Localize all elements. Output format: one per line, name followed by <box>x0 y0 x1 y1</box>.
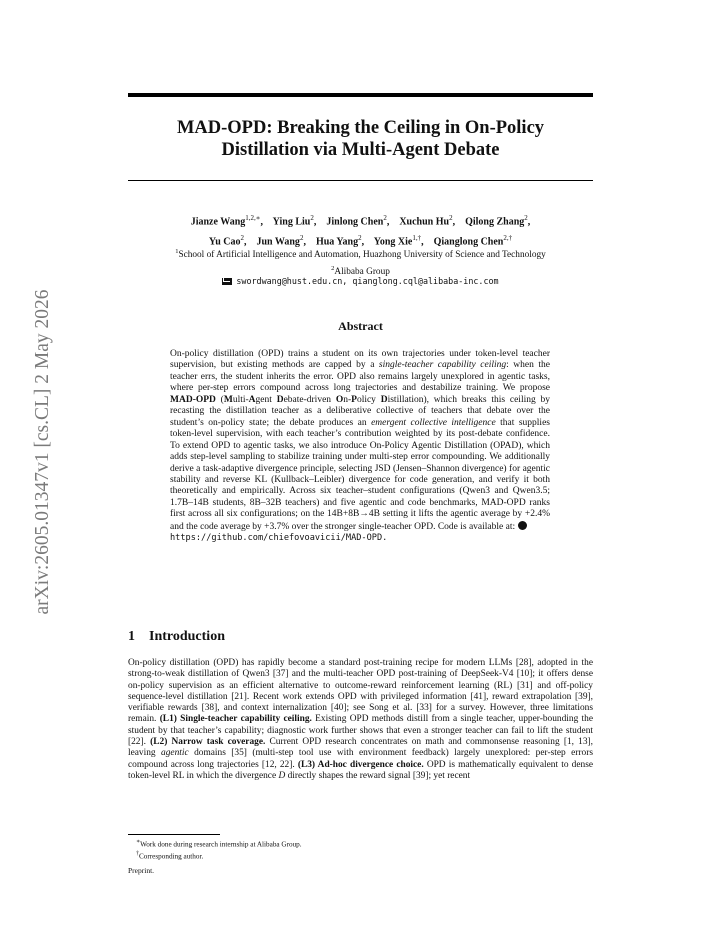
abstract-text: olicy <box>356 394 381 405</box>
body-text: domains [35] (multi-step tool use with environment feedback) largely unexplored: per-step errors compound across long trajectories [12, 22]. <box>128 748 593 770</box>
affiliation-text: School of Artificial Intelligence and Automation, Huazhong University of Science and Technology <box>178 250 546 261</box>
author: Yu Cao <box>208 236 241 248</box>
author-affiliation-mark: 1,† <box>412 234 422 243</box>
footnote-text: Corresponding author. <box>139 852 204 861</box>
footnote-1 <box>128 837 593 849</box>
author: Qianglong Chen <box>433 236 504 248</box>
acronym-letter: A <box>248 394 256 405</box>
acronym-letter: D <box>380 394 388 405</box>
author-affiliation-mark: 1,2,∗ <box>245 214 261 222</box>
author: Xuchun Hu <box>399 216 450 228</box>
author: Qilong Zhang <box>465 216 525 228</box>
footnote-mark: † <box>136 851 139 858</box>
abstract-heading: Abstract <box>338 319 383 333</box>
author-affiliation-mark: 2 <box>524 214 528 222</box>
acronym-letter: O <box>335 394 344 405</box>
author-affiliation-mark: 2 <box>299 234 304 243</box>
envelope-icon <box>222 278 232 285</box>
section-number: 1 <box>128 629 135 644</box>
author-affiliation-mark: 2 <box>358 234 362 243</box>
body-text: Current OPD research concentrates on math and commonsense reasoning [1, 13], leaving <box>128 737 593 759</box>
abstract-text: ulti- <box>232 394 249 405</box>
body-emphasis: agentic <box>161 748 189 759</box>
acronym-letter: P <box>351 394 357 405</box>
section-heading <box>128 629 593 645</box>
title-top-rule <box>128 93 593 97</box>
affiliation-mark: 1 <box>175 248 179 255</box>
footnote-mark: ∗ <box>136 839 141 845</box>
title-line-1: MAD-OPD: Breaking the Ceiling in On-Policy <box>176 118 545 138</box>
abstract-text: ( <box>215 394 224 405</box>
limitation-label: (L1) Single-teacher capability ceiling. <box>159 714 312 725</box>
author-affiliation-mark: 2 <box>449 214 453 222</box>
affiliation-1 <box>100 245 621 262</box>
arxiv-id[interactable]: arXiv:2605.01347v1 [cs.CL] 2 May 2026 <box>32 289 53 615</box>
acronym-letter: M <box>223 394 233 405</box>
title-bottom-rule <box>128 180 593 181</box>
author: Jinlong Chen <box>326 216 384 228</box>
paper-title <box>128 117 593 161</box>
abstract-text: that supplies token-level supervision, with each teacher’s contribution weighted by its post-debate confidence. To extend OPD to agentic tasks, we also introduce On-Policy Agentic Distillation (OPAD), which adds step-level sampling to stabilize training under multi-step error compounding. We additionally derive a task-adaptive divergence principle, selecting JSD (Jensen–Shannon divergence) for agentic stability and reverse KL (Kullback–Leibler) divergence for code generation, and verify it both theoretically and empirically. Across six teacher–student configurations (Qwen3 and Qwen3.5; 1.7B–14B students, 8B–32B teachers) and five agentic and code benchmarks, MAD-OPD ranks first across all six configurations; on the 14B+8B→4B setting it lifts the agentic average by +2.4% and the code average by +3.7% over the stronger single-teacher OPD. Code is available at: <box>170 417 550 532</box>
affiliation-mark: 2 <box>331 265 335 273</box>
abstract-body <box>170 349 550 545</box>
body-text: On-policy distillation (OPD) has rapidly become a standard post-training recipe for modern LLMs [28], adopted in the strong-to-weak distillation of Qwen3 [37] and the multi-teacher OPD post-training of DeepSeek-V4 [10]; it offers dense on-policy supervision as an efficient alternative to outcome-reward reinforcement learning (RL) [31] and off-policy sequence-level distillation [21]. Recent work extends OPD with privileged information [41], reward extrapolation [39], verifiable rewards [38], and context internalization [40]; see Song et al. [33] for a survey. However, three limitations remain. <box>128 658 593 725</box>
acronym-letter: D <box>276 394 284 405</box>
footnote-text: Work done during research internship at Alibaba Group. <box>140 840 302 849</box>
footnote-2 <box>128 849 593 861</box>
limitation-label: (L3) Ad-hoc divergence choice. <box>297 759 424 770</box>
code-link[interactable]: https://github.com/chiefovoavicii/MAD-OPD. <box>170 533 388 544</box>
body-text: directly shapes the reward signal [39]; yet recent <box>285 770 471 781</box>
email-addresses[interactable]: swordwang@hust.edu.cn, qianglong.cql@alibaba-inc.com <box>236 276 499 286</box>
footnotes <box>128 837 593 862</box>
limitation-label: (L2) Narrow task coverage. <box>150 737 266 748</box>
author: Ying Liu <box>272 216 311 228</box>
preprint-label: Preprint. <box>128 866 155 875</box>
author: Yong Xie <box>373 236 413 248</box>
author: Jun Wang <box>256 236 300 248</box>
author-affiliation-mark: 2,† <box>503 234 513 243</box>
abstract-text: n- <box>343 394 352 405</box>
body-text: Existing OPD methods distill from a single teacher, upper-bounding the student by that teacher’s capability; diagnostic work further shows that even a stronger teacher can fail to lift the student [22]. <box>128 714 594 748</box>
title-line-2: Distillation via Multi-Agent Debate <box>221 140 500 160</box>
method-name: MAD-OPD <box>170 394 216 405</box>
abstract-text: istillation), which breaks this ceiling by recasting the distillation teacher as a deliberative collective of teachers that debate over the student’s on-policy state; the debate produces an <box>170 394 550 428</box>
body-text: OPD is mathematically equivalent to dense token-level RL in which the divergence <box>128 759 594 781</box>
author-line-1: Jianze Wang$^{1,2,∗}$, Ying Liu$^2$, Jinlong Chen$^2$, Xuchun Hu$^2$, Qilong Zhang$^2$, <box>190 214 531 228</box>
author: Hua Yang <box>315 236 359 248</box>
author-affiliation-mark: 2 <box>310 214 314 222</box>
math-symbol: D <box>278 770 286 781</box>
abstract-text: gent <box>255 394 277 405</box>
author-affiliation-mark: 2 <box>383 214 387 222</box>
footnote-rule <box>128 834 220 835</box>
abstract-text: ebate-driven <box>283 394 336 405</box>
affiliation-text: Alibaba Group <box>334 267 390 278</box>
author-line-2: Yu Cao$^2$, Jun Wang$^2$, Hua Yang$^2$, Yong Xie$^{1,\dagger}$, Qianglong Chen$^{2,\dagger}$ <box>208 234 513 248</box>
author: Jianze Wang <box>190 216 246 228</box>
contact-email <box>100 275 621 287</box>
abstract-text: On-policy distillation (OPD) trains a student on its own trajectories under token-level teacher supervision, but existing methods are capped by a <box>170 349 550 371</box>
github-icon[interactable] <box>518 521 527 530</box>
abstract-text: : when the teacher errs, the student inherits the error. OPD also remains largely unexplored in agentic tasks, where per-step errors compound across long trajectories and destabilize training. We propose <box>170 360 550 394</box>
introduction-paragraph <box>128 658 593 782</box>
section-title: Introduction <box>149 629 225 644</box>
author-affiliation-mark: 2 <box>240 234 244 243</box>
abstract-emphasis: single-teacher capability ceiling <box>378 360 507 371</box>
abstract-emphasis: emergent collective intelligence <box>371 417 496 428</box>
